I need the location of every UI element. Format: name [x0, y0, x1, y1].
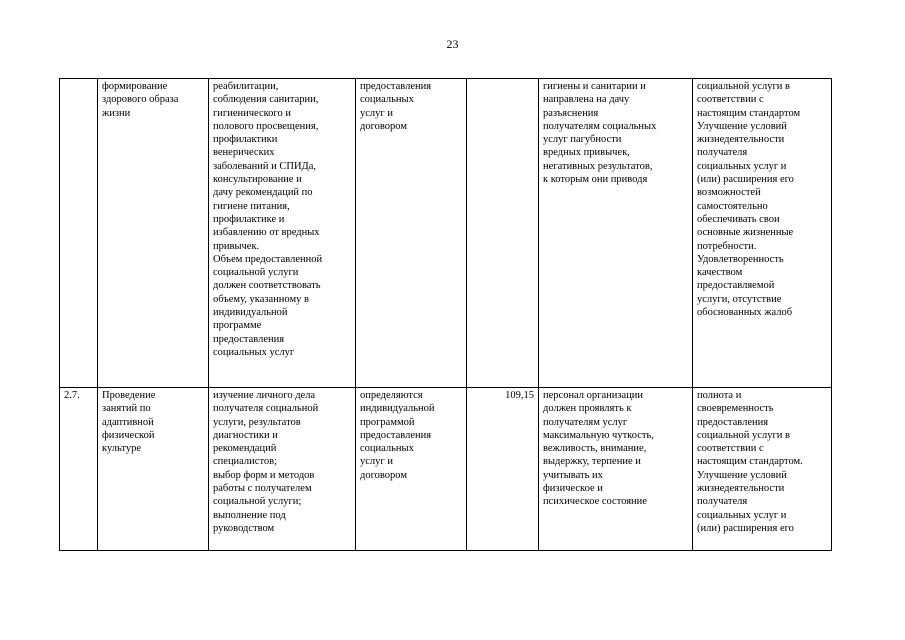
- cell-service-content: реабилитации, соблюдения санитарии, гигиенического и полового просвещения, профилактики венерических заболеваний и СПИДа, консультирование и дачу рекомендаций по гигиене питания, профилактике и избавлению от вредных привычек. Объем предоставленной социальной услуги должен соответствовать объему, указанному в индивидуальной программе предоставления социальных услуг: [209, 79, 356, 388]
- cell-number: 2.7.: [60, 388, 98, 551]
- cell-service-content: изучение личного дела получателя социальной услуги, результатов диагностики и рекомендаций специалистов; выбор форм и методов работы с получателем социальной услуги; выполнение под руководством: [209, 388, 356, 551]
- cell-number: [60, 79, 98, 388]
- cell-service-terms: предоставления социальных услуг и договором: [356, 79, 467, 388]
- table-row: [60, 79, 832, 388]
- cell-service-indicators: социальной услуги в соответствии с настоящим стандартом Улучшение условий жизнедеятельности получателя социальных услуг и (или) расширения его возможностей самостоятельно обеспечивать свои основные жизненные потребности. Удовлетворенность качеством предоставляемой услуги, отсутствие обоснованных жалоб: [693, 79, 832, 388]
- services-table: [59, 78, 832, 551]
- cell-service-price: 109,15: [467, 388, 539, 551]
- cell-service-name: формирование здорового образа жизни: [98, 79, 209, 388]
- cell-service-name: Проведение занятий по адаптивной физической культуре: [98, 388, 209, 551]
- table-row: [60, 388, 832, 551]
- page-number: 23: [446, 37, 459, 51]
- cell-service-price: [467, 79, 539, 388]
- cell-service-indicators: полнота и своевременность предоставления социальной услуги в соответствии с настоящим стандартом. Улучшение условий жизнедеятельности получателя социальных услуг и (или) расширения его: [693, 388, 832, 551]
- cell-service-terms: определяются индивидуальной программой предоставления социальных услуг и договором: [356, 388, 467, 551]
- cell-service-conditions: гигиены и санитарии и направлена на дачу разъяснения получателям социальных услуг пагубности вредных привычек, негативных результатов, к которым они приводя: [539, 79, 693, 388]
- cell-service-conditions: персонал организации должен проявлять к получателям услуг максимальную чуткость, вежливость, внимание, выдержку, терпение и учитывать их физическое и психическое состояние: [539, 388, 693, 551]
